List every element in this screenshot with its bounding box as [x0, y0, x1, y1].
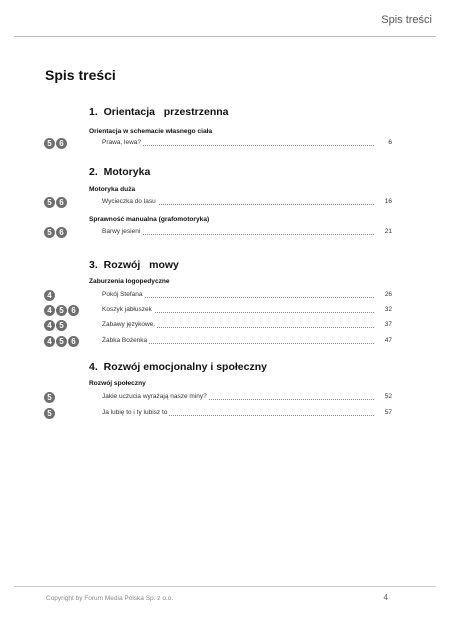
- age-badge-icon: 4: [44, 336, 55, 347]
- age-badge-icon: 5: [44, 227, 55, 238]
- age-badge-icon: 5: [44, 392, 55, 403]
- entry-page-number: 47: [384, 337, 392, 344]
- age-badge-icon: 6: [56, 227, 67, 238]
- entry-title: Wycieczka do lasu: [102, 198, 156, 205]
- age-badge-icon: 4: [44, 290, 55, 301]
- age-badges: [44, 320, 67, 331]
- age-badge-icon: 6: [56, 138, 67, 149]
- age-badge-icon: 6: [68, 305, 79, 316]
- toc-entry[interactable]: [44, 227, 392, 239]
- toc-entry[interactable]: [44, 305, 392, 317]
- section-title-text: Orientacja przestrzenna: [103, 106, 229, 118]
- subsection-title: Sprawność manualna (grafomotoryka): [89, 216, 210, 223]
- footer-rule: [14, 586, 436, 587]
- subsection-title: Rozwój społeczny: [89, 380, 146, 387]
- age-badge-icon: 5: [56, 336, 67, 347]
- copyright-text: Copyright by Forum Media Polska Sp. z o.o.: [46, 595, 174, 602]
- section-title: [89, 361, 267, 373]
- entry-title: Żabka Bożenka: [102, 337, 148, 344]
- page-number: 4: [383, 593, 388, 602]
- dot-leader: [102, 234, 374, 235]
- age-badge-icon: 4: [44, 320, 55, 331]
- entry-page-number: 16: [384, 198, 392, 205]
- toc-entry[interactable]: [44, 336, 392, 348]
- age-badges: [44, 392, 55, 403]
- age-badges: [44, 138, 67, 149]
- age-badges: [44, 336, 79, 347]
- section-number: 3.: [89, 259, 98, 271]
- entry-page-number: 57: [384, 409, 392, 416]
- toc-title: Spis treści: [45, 67, 116, 83]
- entry-page-number: 6: [388, 139, 392, 146]
- entry-page-number: 26: [384, 291, 392, 298]
- entry-page-number: 21: [384, 228, 392, 235]
- age-badge-icon: 6: [56, 197, 67, 208]
- age-badges: [44, 290, 55, 301]
- age-badge-icon: 5: [44, 408, 55, 419]
- section-number: 2.: [89, 166, 98, 178]
- section-title: [89, 259, 179, 271]
- toc-entry[interactable]: [44, 138, 392, 150]
- entry-title: Pokój Stefana: [102, 291, 143, 298]
- section-title-text: Motoryka: [103, 166, 151, 178]
- entry-title: Ja lubię to i ty lubisz to: [102, 409, 168, 416]
- toc-entry[interactable]: [44, 290, 392, 302]
- age-badge-icon: 6: [68, 336, 79, 347]
- entry-page-number: 52: [384, 393, 392, 400]
- subsection-title: Orientacja w schemacie własnego ciała: [89, 128, 213, 135]
- entry-page-number: 32: [384, 306, 392, 313]
- age-badge-icon: 5: [56, 305, 67, 316]
- entry-title: Koszyk jabłuszek: [102, 306, 152, 313]
- entry-title: Jakie uczucia wyrażają nasze miny?: [102, 393, 207, 400]
- age-badges: [44, 408, 55, 419]
- age-badge-icon: 5: [44, 197, 55, 208]
- age-badge-icon: 5: [56, 320, 67, 331]
- section-number: 1.: [89, 106, 98, 118]
- entry-title: Prawa, lewa?: [102, 139, 142, 146]
- section-title-text: Rozwój mowy: [103, 259, 179, 271]
- toc-entry[interactable]: [44, 197, 392, 209]
- age-badge-icon: 5: [44, 138, 55, 149]
- section-number: 4.: [89, 361, 98, 373]
- age-badges: [44, 305, 79, 316]
- age-badges: [44, 227, 67, 238]
- toc-entry[interactable]: [44, 320, 392, 332]
- subsection-title: Motoryka duża: [89, 186, 136, 193]
- section-title: [89, 166, 150, 178]
- header-rule: [14, 36, 436, 37]
- subsection-title: Zaburzenia logopedyczne: [89, 278, 170, 285]
- entry-title: Zabawy językowe.: [102, 321, 156, 328]
- age-badges: [44, 197, 67, 208]
- running-head: Spis treści: [381, 14, 432, 26]
- toc-entry[interactable]: [44, 392, 392, 404]
- entry-page-number: 37: [384, 321, 392, 328]
- section-title: [89, 106, 229, 118]
- section-title-text: Rozwój emocjonalny i społeczny: [103, 361, 267, 373]
- age-badge-icon: 4: [44, 305, 55, 316]
- toc-entry[interactable]: [44, 408, 392, 420]
- entry-title: Barwy jesieni: [102, 228, 141, 235]
